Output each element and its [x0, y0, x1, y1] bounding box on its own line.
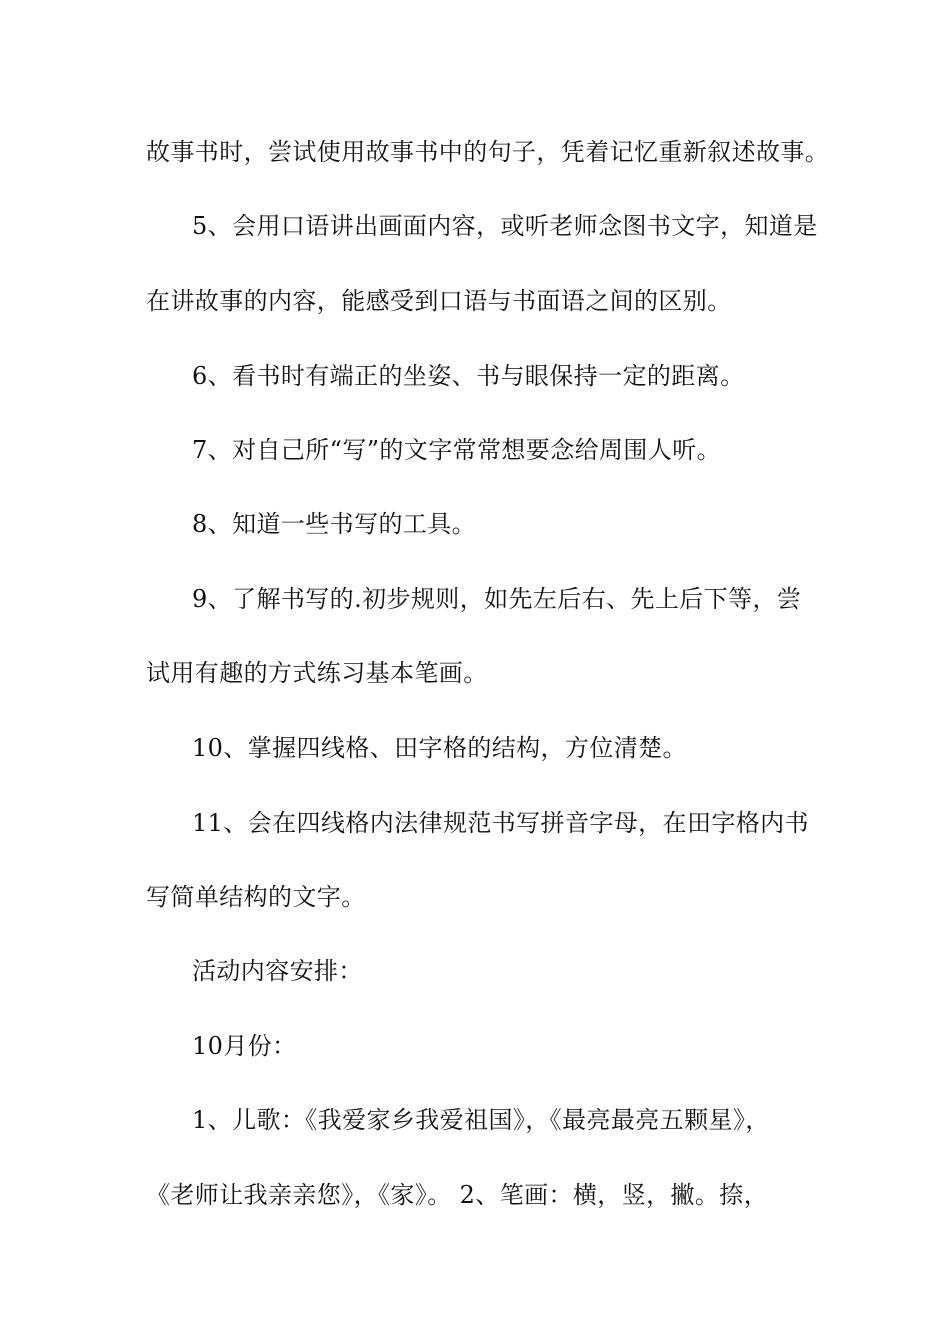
text-line: 6、看书时有端正的坐姿、书与眼保持一定的距离。 — [192, 362, 745, 390]
text-line: 7、对自己所“写”的文字常常想要念给周围人听。 — [192, 436, 722, 464]
text-line: 9、了解书写的.初步规则，如先左后右、先上后下等，尝 — [192, 585, 802, 613]
month-heading: 10月份： — [192, 1032, 297, 1060]
text-line: 11、会在四线格内法律规范书写拼音字母，在田字格内书 — [192, 809, 809, 837]
text-line: 5、会用口语讲出画面内容，或听老师念图书文字，知道是 — [192, 212, 818, 240]
text-line: 故事书时，尝试使用故事书中的句子，凭着记忆重新叙述故事。 — [146, 138, 830, 166]
text-line: 《老师让我亲亲您》，《家》。 2、笔画：横，竖，撇。捺， — [146, 1181, 769, 1209]
text-line: 在讲故事的内容，能感受到口语与书面语之间的区别。 — [146, 287, 732, 315]
text-line: 10、掌握四线格、田字格的结构，方位清楚。 — [192, 734, 687, 762]
text-line: 写简单结构的文字。 — [146, 883, 366, 911]
text-line: 8、知道一些书写的工具。 — [192, 510, 477, 538]
text-line: 1、儿歌：《我爱家乡我爱祖国》，《最亮最亮五颗星》， — [192, 1106, 770, 1134]
section-heading: 活动内容安排： — [192, 957, 363, 985]
text-line: 试用有趣的方式练习基本笔画。 — [146, 659, 488, 687]
